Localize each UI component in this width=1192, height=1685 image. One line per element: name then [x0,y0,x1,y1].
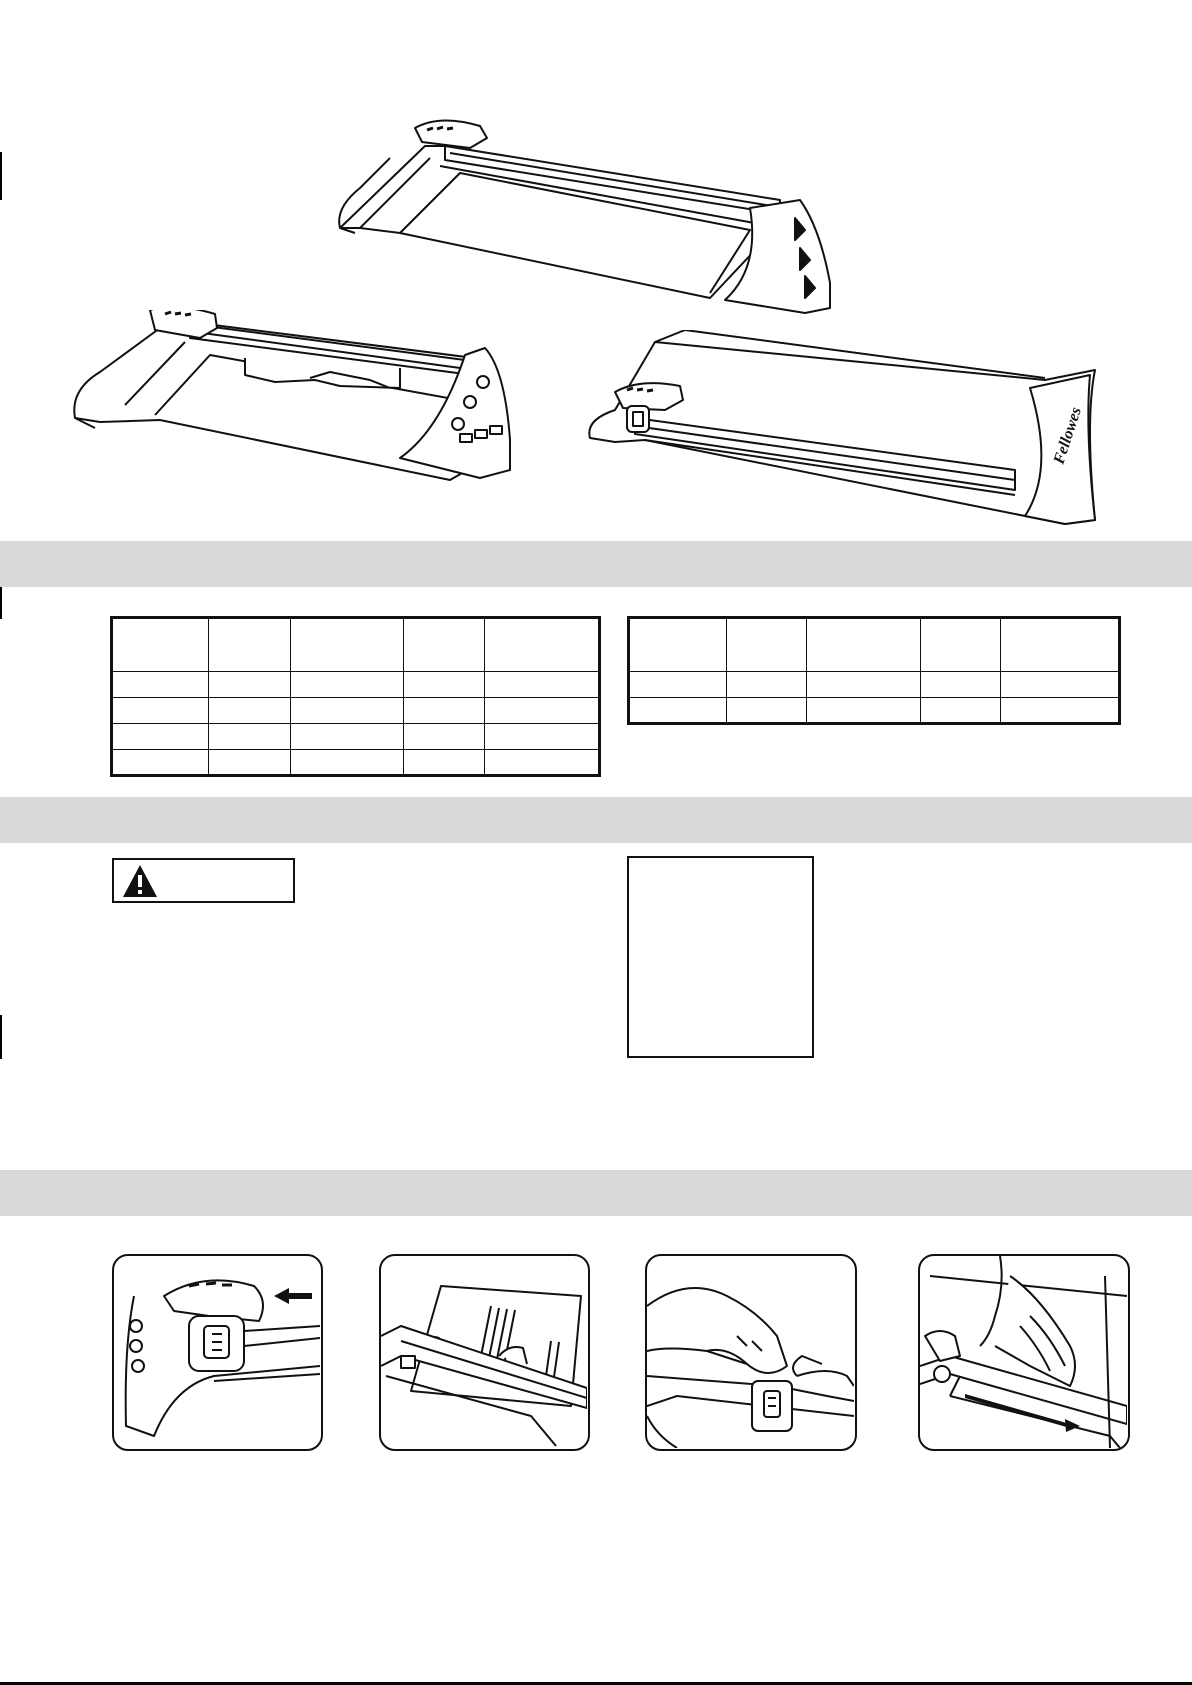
table-row [629,698,1120,724]
section-band-specifications [0,541,1192,587]
brand-logo: Fellowes [1050,405,1085,467]
warning-triangle-icon [122,864,158,898]
table-row [112,672,600,698]
arrow-left-icon [274,1288,312,1304]
table-row [112,750,600,776]
spec-table-right [627,616,1121,725]
trimmer-large-illustration [330,118,850,323]
hold-paper-hands-icon [647,1256,854,1448]
warning-label-box [112,858,295,903]
table-row [112,698,600,724]
slide-cutting-head-icon [114,1256,320,1448]
insert-paper-icon [381,1256,587,1448]
table-row [112,724,600,750]
step-panel-2 [379,1254,590,1451]
table-header-row [629,618,1120,672]
cut-direction-arrow-icon [920,1256,1127,1448]
safety-info-box [627,856,814,1058]
section-band-safety [0,797,1192,843]
table-header-row [112,618,600,672]
trimmer-a4-illustration [70,310,540,520]
arrow-right-icon [1065,1419,1080,1432]
spec-table-left [110,616,601,777]
step-panel-3 [645,1254,857,1451]
registration-mark-lower [0,1015,2,1059]
table-row [629,672,1120,698]
trimmer-rotary-illustration [585,330,1105,530]
step-panel-1 [112,1254,323,1451]
registration-mark-top [0,152,2,200]
step-panel-4 [918,1254,1130,1451]
registration-mark-middle [0,583,2,619]
section-band-operation [0,1170,1192,1216]
